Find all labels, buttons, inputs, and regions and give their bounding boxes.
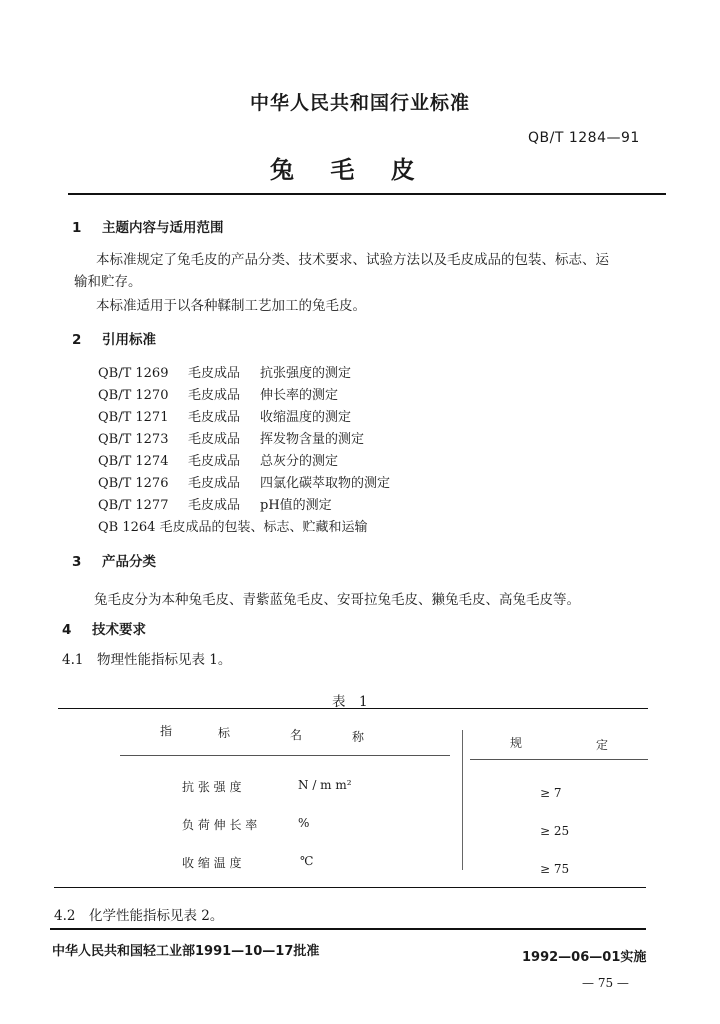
table-column-divider [462,730,463,870]
section-number: 2 [72,332,82,348]
section-number: 3 [72,554,82,570]
section-1-heading [72,216,224,236]
subsection-4-2: 4.2 化学性能指标见表 2。 [54,908,224,924]
reference-item-last: QB 1264 毛皮成品的包装、标志、贮藏和运输 [98,520,368,535]
table-row-name: 负 荷 伸 长 率 [182,818,258,832]
reference-code: QB/T 1276 [98,476,169,491]
section-3-paragraph: 兔毛皮分为本种兔毛皮、青紫蓝兔毛皮、安哥拉兔毛皮、獭兔毛皮、高兔毛皮等。 [94,592,580,608]
reference-code: QB/T 1271 [98,410,169,425]
reference-product: 毛皮成品 [188,388,241,403]
reference-name: 伸长率的测定 [260,388,339,403]
reference-code: QB/T 1274 [98,454,169,469]
table-row-value: ≥ 7 [540,786,562,800]
reference-product: 毛皮成品 [188,476,241,491]
table-header-name-char: 称 [352,730,365,744]
reference-code: QB/T 1269 [98,366,169,381]
reference-product: 毛皮成品 [188,366,241,381]
reference-name: 挥发物含量的测定 [260,432,365,447]
approval-line: 中华人民共和国轻工业部1991—10—17批准 [52,944,320,959]
section-number: 4 [62,622,72,638]
section-4-heading [62,618,146,638]
table-header-rule [470,759,648,760]
reference-code: QB/T 1270 [98,388,169,403]
table-caption: 表 1 [332,694,368,710]
reference-product: 毛皮成品 [188,498,241,513]
section-1-paragraph-1a: 本标准规定了兔毛皮的产品分类、技术要求、试验方法以及毛皮成品的包装、标志、运 [96,252,609,268]
reference-item [98,494,332,513]
reference-item [98,472,390,491]
table-row-unit: % [298,816,310,830]
reference-item [98,362,351,381]
footer-rule [50,928,646,930]
section-1-paragraph-2: 本标准适用于以各种鞣制工艺加工的兔毛皮。 [96,298,366,314]
standard-code: QB/T 1284—91 [528,130,640,146]
reference-code: QB/T 1273 [98,432,169,447]
page-number: — 75 — [582,976,629,990]
section-title: 产品分类 [102,554,156,570]
effective-date: 1992—06—01实施 [522,950,647,965]
table-header-spec-char: 定 [596,738,609,752]
table-row-name: 收 缩 温 度 [182,856,242,870]
table-row-unit: N / m m² [298,778,352,792]
reference-product: 毛皮成品 [188,410,241,425]
table-header-name-char: 指 [160,724,173,738]
section-title: 技术要求 [92,622,146,638]
table-header-name-char: 标 [218,726,231,740]
table-header-rule [120,755,450,756]
table-header-name-char: 名 [290,728,303,742]
reference-name: 总灰分的测定 [260,454,339,469]
section-3-heading [72,550,156,570]
reference-name: 四氯化碳萃取物的测定 [260,476,391,491]
subsection-4-1: 4.1 物理性能指标见表 1。 [62,652,232,668]
document-title: 兔 毛 皮 [270,156,429,184]
title-divider [68,193,666,195]
table-row-unit: ℃ [300,854,314,868]
reference-code: QB/T 1277 [98,498,169,513]
standard-header-title: 中华人民共和国行业标准 [249,92,470,114]
table-row-value: ≥ 75 [540,862,570,876]
table-top-rule [58,708,648,709]
reference-name: 抗张强度的测定 [260,366,352,381]
reference-item [98,384,338,403]
reference-product: 毛皮成品 [188,454,241,469]
section-title: 主题内容与适用范围 [102,220,224,236]
reference-product: 毛皮成品 [188,432,241,447]
reference-name: 收缩温度的测定 [260,410,352,425]
section-number: 1 [72,220,82,236]
section-2-heading [72,328,156,348]
section-1-paragraph-1b: 输和贮存。 [74,274,142,290]
reference-name: pH值的测定 [260,498,332,513]
table-row-name: 抗 张 强 度 [182,780,242,794]
table-row-value: ≥ 25 [540,824,570,838]
table-bottom-rule [54,887,646,888]
reference-item [98,428,364,447]
reference-item [98,450,338,469]
section-title: 引用标准 [102,332,156,348]
reference-item [98,406,351,425]
table-header-spec-char: 规 [510,736,523,750]
